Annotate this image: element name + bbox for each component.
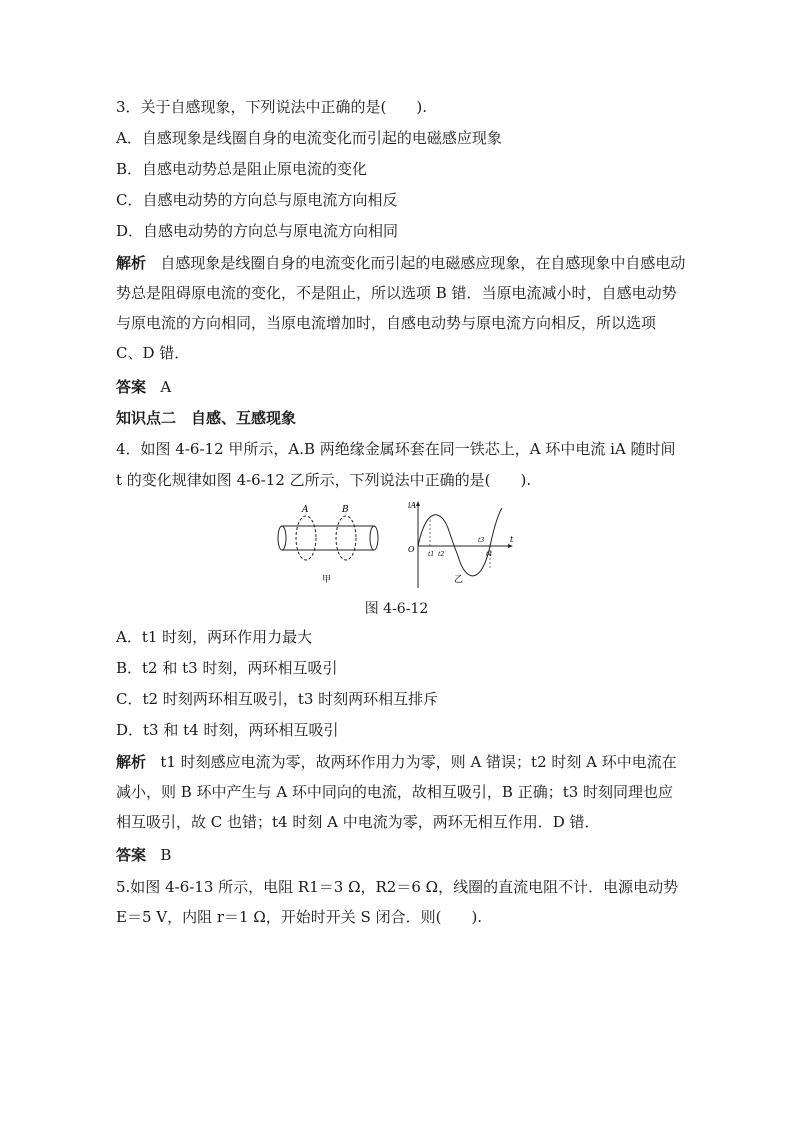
q3-option-b: B．自感电动势总是阻止原电流的变化	[116, 160, 368, 178]
current-graph	[408, 501, 514, 588]
section-title: 知识点二 自感、互感现象	[116, 409, 297, 427]
q4-option-a: A．t1 时刻，两环作用力最大	[116, 628, 313, 646]
q3-option-d: D．自感电动势的方向总与原电流方向相同	[116, 222, 399, 240]
q4-analysis	[116, 747, 686, 837]
q4-answer-value: B	[160, 846, 172, 864]
q4-option-b: B．t2 和 t3 时刻，两环相互吸引	[116, 659, 338, 677]
q3-answer	[116, 376, 171, 398]
iron-core-diagram	[278, 505, 378, 585]
label-left: 甲	[322, 575, 332, 585]
q4-stem-line1: 4．如图 4-6-12 甲所示，A.B 两绝缘金属环套在同一铁芯上，A 环中电流 iA 随时间	[116, 440, 676, 458]
q5-stem: 5.如图 4-6-13 所示，电阻 R1＝3 Ω，R2＝6 Ω，线圈的直流电阻不计．电源电动势 E＝5 V，内阻 r＝1 Ω，开始时开关 S 闭合．则( ).	[116, 878, 679, 926]
q4-analysis-label: 解析	[116, 753, 147, 771]
t1-label: t1	[428, 551, 435, 558]
q3-answer-value: A	[160, 378, 172, 396]
q4-analysis-text: t1 时刻感应电流为零，故两环作用力为零，则 A 错误；t2 时刻 A 环中电流在减小，则 B 环中产生与 A 环中同向的电流，故相互吸引，B 正确；t3 时刻同理也应相互吸引，故 C 也错；t4 时刻 A 中电流为零，两环无相互作用．D 错．	[116, 753, 677, 831]
q3-option-a: A．自感现象是线圈自身的电流变化而引起的电磁感应现象	[116, 129, 502, 147]
ring-b-label: B	[342, 505, 349, 515]
figure-caption: 图 4-6-12	[364, 601, 429, 617]
origin-label: O	[408, 545, 415, 554]
t4-label: t4	[486, 551, 493, 558]
ring-b	[336, 516, 356, 560]
t2-label: t2	[438, 551, 445, 558]
figure-4-6-12	[270, 498, 530, 590]
q3-option-c: C．自感电动势的方向总与原电流方向相反	[116, 191, 398, 209]
q3-analysis	[116, 248, 686, 368]
q4-option-d: D．t3 和 t4 时刻，两环相互吸引	[116, 721, 339, 739]
t3-label: t3	[478, 537, 485, 544]
ring-a-label: A	[302, 505, 309, 515]
q4-option-c: C．t2 时刻两环相互吸引，t3 时刻两环相互排斥	[116, 690, 439, 708]
q3-analysis-text: 自感现象是线圈自身的电流变化而引起的电磁感应现象，在自感现象中自感电动势总是阻碍原电流的变化，不是阻止，所以选项 B 错．当原电流减小时，自感电动势与原电流的方向相同，当原电流增加时，自感电动势与原电流方向相反，所以选项 C、D 错．	[116, 254, 686, 362]
ring-a	[296, 516, 316, 560]
q3-analysis-label: 解析	[116, 254, 147, 272]
q4-stem-line2: t 的变化规律如图 4-6-12 乙所示，下列说法中正确的是( ).	[116, 471, 532, 489]
q4-answer-label: 答案	[116, 846, 147, 864]
q3-answer-label: 答案	[116, 378, 147, 396]
label-right: 乙	[454, 575, 464, 585]
q3-stem: 3．关于自感现象，下列说法中正确的是( ).	[116, 98, 428, 116]
x-axis-label: t	[510, 535, 514, 544]
y-axis-label: iA	[408, 501, 417, 510]
q4-answer	[116, 844, 171, 866]
current-curve	[418, 508, 502, 576]
